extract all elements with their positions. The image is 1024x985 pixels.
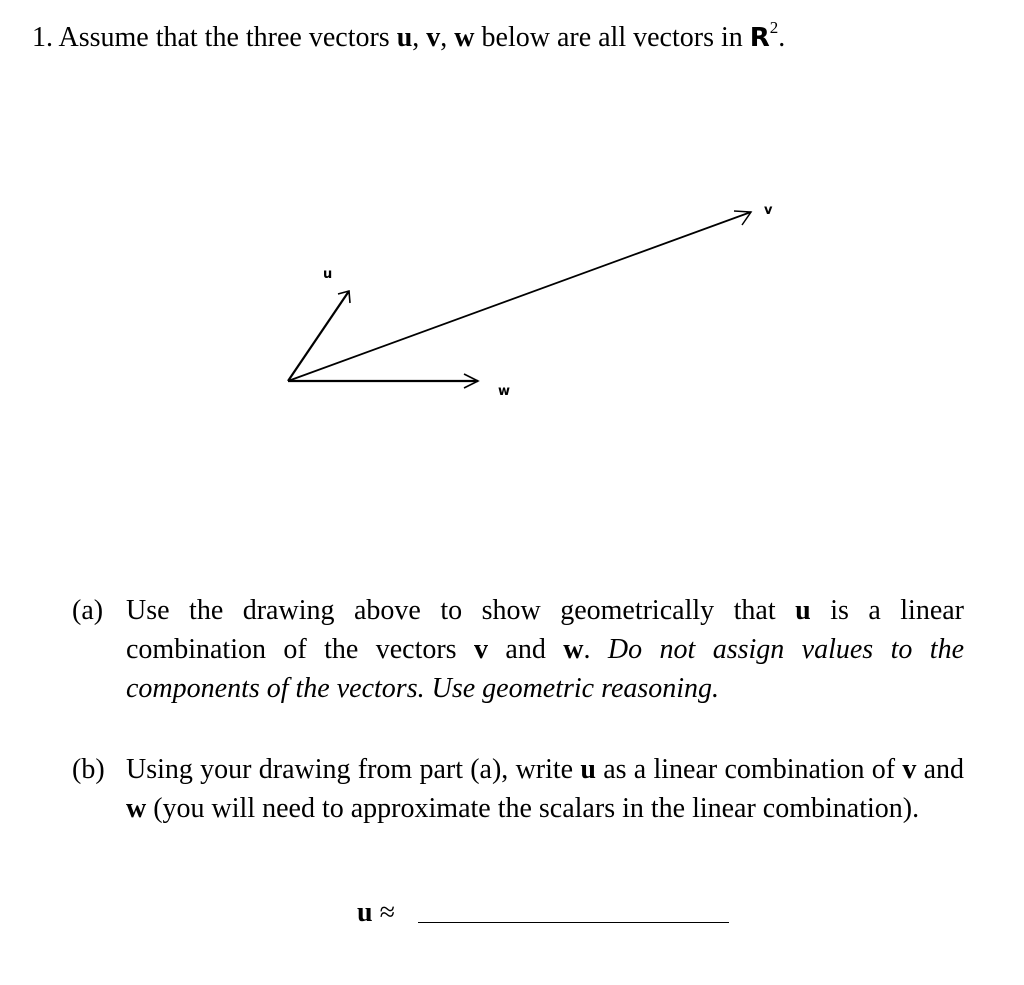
answer-blank-line[interactable] xyxy=(418,922,729,923)
label-w: w xyxy=(498,384,511,399)
label-u: u xyxy=(323,267,333,282)
vector-v-symbol: v xyxy=(426,22,441,53)
vector-u-arrow xyxy=(288,291,350,381)
space-exponent: 2 xyxy=(769,18,779,37)
vector-w-symbol: w xyxy=(126,793,147,824)
comma: , xyxy=(412,22,420,53)
question-number: 1. xyxy=(32,22,53,53)
vector-v-symbol: v xyxy=(473,634,488,665)
part-b-text: Using your drawing from part (a), write u as a linear combination of v and w (you will need to approximate the scalars in the linear combination). xyxy=(126,754,965,824)
part-a-marker: (a) xyxy=(72,595,104,626)
part-a xyxy=(72,591,972,711)
part-b-marker: (b) xyxy=(72,754,105,785)
label-v: v xyxy=(764,203,773,218)
vector-v-arrow xyxy=(288,211,751,381)
vector-w-symbol: w xyxy=(563,634,584,665)
comma: , xyxy=(440,22,448,53)
question-text-before: Assume that the three vectors xyxy=(58,22,390,53)
vector-u-symbol: u xyxy=(795,595,811,626)
vector-u-symbol: u xyxy=(396,22,413,53)
part-a-instruction: Do not assign values to the components of the vectors. Use geometric reasoning. xyxy=(126,634,964,704)
vector-w-symbol: w xyxy=(454,22,475,53)
real-space-symbol: R xyxy=(749,23,770,53)
approx-symbol: ≈ xyxy=(379,897,395,928)
vector-v-symbol: v xyxy=(902,754,917,785)
vector-u-symbol: u xyxy=(357,897,373,928)
vector-w-arrow xyxy=(288,374,478,388)
vector-u-symbol: u xyxy=(580,754,596,785)
part-b xyxy=(72,750,972,870)
answer-expression xyxy=(357,895,395,931)
question-text-after: below are all vectors in xyxy=(481,22,743,53)
period: . xyxy=(778,22,786,53)
part-a-text: Use the drawing above to show geometrically that u is a linear combination of the vectors v and w. Do not assign values to the components of the vectors. Use geometric reasoning. xyxy=(126,595,965,704)
